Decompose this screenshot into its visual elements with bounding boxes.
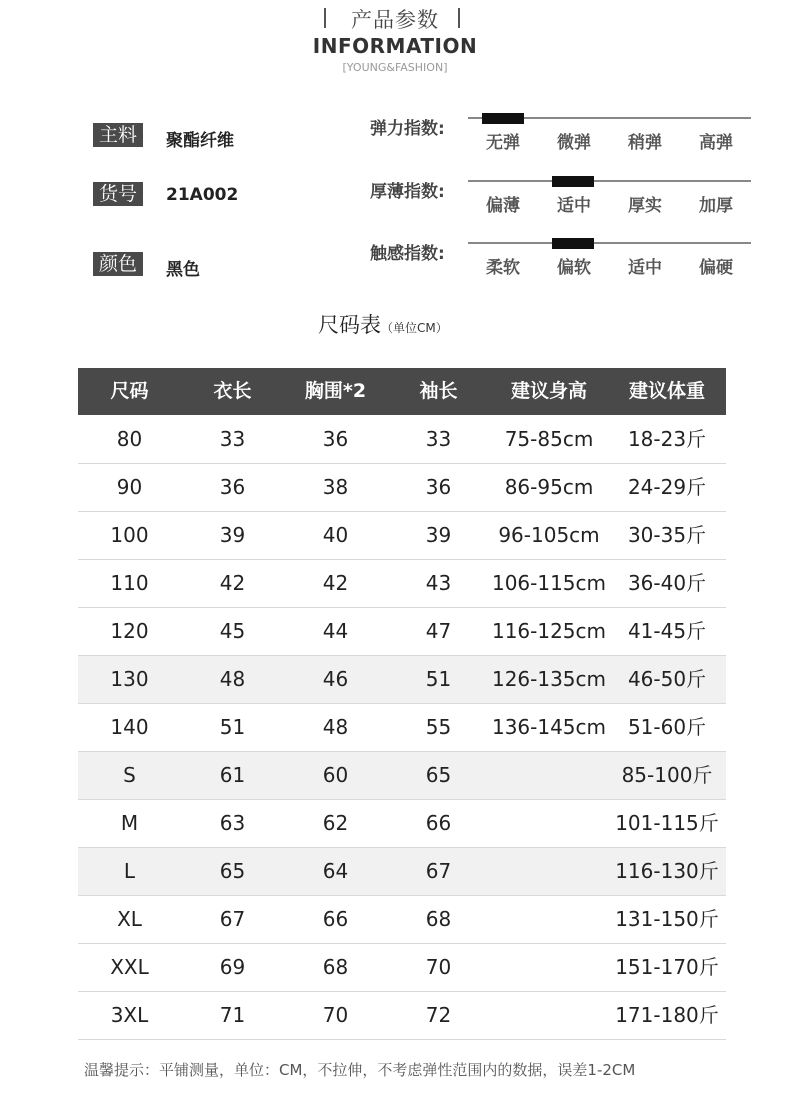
table-cell: 69 (219, 955, 246, 979)
table-cell: 96-105cm (498, 523, 600, 547)
table-cell: 33 (425, 427, 452, 451)
table-cell: 39 (219, 523, 246, 547)
table-cell: 65 (219, 859, 246, 883)
table-cell: 75-85cm (504, 427, 594, 451)
table-cell (490, 800, 608, 847)
spec-value-item-no: 21A002 (166, 185, 239, 205)
column-header: 建议体重 (628, 380, 705, 402)
column-header: 建议身高 (510, 380, 587, 402)
table-cell: 136-145cm (491, 715, 607, 739)
table-cell: 130 (110, 667, 149, 691)
table-cell: 42 (322, 571, 349, 595)
column-header: 袖长 (419, 380, 458, 402)
table-cell (490, 896, 608, 943)
table-cell: 38 (322, 475, 349, 499)
index-option: 柔软 (486, 258, 520, 278)
index-marker (552, 238, 594, 249)
table-cell: 33 (219, 427, 246, 451)
spec-label-item-no: 货号 (93, 182, 143, 206)
table-cell: 36 (425, 475, 452, 499)
table-cell: 110 (110, 571, 149, 595)
table-row (78, 656, 726, 704)
table-cell: 140 (110, 715, 149, 739)
table-row (78, 416, 726, 464)
table-cell: 36-40斤 (627, 571, 707, 595)
table-cell: 86-95cm (504, 475, 594, 499)
table-cell: 116-125cm (491, 619, 607, 643)
table-cell: 100 (110, 523, 149, 547)
table-cell: 66 (425, 811, 452, 835)
table-cell: 51-60斤 (627, 715, 707, 739)
spec-value-material: 聚酯纤维 (166, 131, 234, 151)
table-row (78, 848, 726, 896)
table-row (78, 608, 726, 656)
table-cell: 63 (219, 811, 246, 835)
table-cell: 90 (116, 475, 143, 499)
index-option: 无弹 (486, 133, 520, 153)
table-cell: 36 (322, 427, 349, 451)
table-cell: M (120, 811, 139, 835)
table-cell (490, 992, 608, 1039)
table-cell: 47 (425, 619, 452, 643)
table-cell: 41-45斤 (627, 619, 707, 643)
table-cell: 65 (425, 763, 452, 787)
index-option: 稍弹 (628, 133, 662, 153)
table-row (78, 560, 726, 608)
table-cell (490, 944, 608, 991)
table-row (78, 704, 726, 752)
table-cell: 151-170斤 (615, 955, 719, 979)
index-marker (552, 176, 594, 187)
table-cell: 44 (322, 619, 349, 643)
table-row (78, 752, 726, 800)
index-option: 适中 (557, 196, 591, 216)
table-cell: 71 (219, 1003, 246, 1027)
table-cell: 40 (322, 523, 349, 547)
table-cell: 18-23斤 (627, 427, 707, 451)
table-cell: 66 (322, 907, 349, 931)
table-cell: 106-115cm (491, 571, 607, 595)
size-table-title-text: 尺码表 (318, 313, 381, 337)
size-table-header (78, 368, 726, 415)
header-title-cn: 产品参数 (351, 8, 439, 32)
table-cell: 55 (425, 715, 452, 739)
table-cell: XL (117, 907, 142, 931)
index-option: 加厚 (699, 196, 733, 216)
index-option: 偏薄 (486, 196, 520, 216)
table-cell: 43 (425, 571, 452, 595)
table-cell: 36 (219, 475, 246, 499)
spec-label-color: 颜色 (93, 252, 143, 276)
table-row (78, 512, 726, 560)
table-cell: 116-130斤 (615, 859, 719, 883)
table-cell: 67 (219, 907, 246, 931)
column-header: 尺码 (110, 380, 149, 402)
table-cell (490, 848, 608, 895)
header-subtitle: [YOUNG&FASHION] (342, 61, 448, 74)
index-option: 微弹 (557, 133, 591, 153)
index-option: 偏软 (557, 258, 591, 278)
table-cell: 45 (219, 619, 246, 643)
table-cell: 64 (322, 859, 349, 883)
index-line (468, 242, 751, 244)
table-cell: 61 (219, 763, 246, 787)
spec-value-color: 黑色 (166, 260, 200, 280)
index-title-touch: 触感指数: (370, 244, 445, 264)
size-table-unit: （单位CM） (381, 321, 448, 335)
table-cell: 120 (110, 619, 149, 643)
table-cell: 46-50斤 (627, 667, 707, 691)
table-cell: 67 (425, 859, 452, 883)
header-title-en: INFORMATION (312, 34, 478, 58)
index-option: 厚实 (628, 196, 662, 216)
footer-note: 温馨提示：平铺测量，单位：CM，不拉伸，不考虑弹性范围内的数据，误差1-2CM (84, 1061, 636, 1079)
size-table-title (318, 309, 448, 339)
index-option: 高弹 (699, 133, 733, 153)
table-cell: 48 (322, 715, 349, 739)
table-cell: 51 (219, 715, 246, 739)
table-cell: 3XL (110, 1003, 149, 1027)
column-header: 胸围*2 (304, 380, 367, 402)
table-cell: 101-115斤 (615, 811, 719, 835)
table-cell: 80 (116, 427, 143, 451)
table-cell: 70 (322, 1003, 349, 1027)
index-title-thickness: 厚薄指数: (370, 182, 445, 202)
table-cell: 30-35斤 (627, 523, 707, 547)
table-cell: 62 (322, 811, 349, 835)
column-header: 衣长 (213, 380, 252, 402)
table-cell: 85-100斤 (621, 763, 713, 787)
spec-label-material: 主料 (93, 123, 143, 147)
table-cell: 131-150斤 (615, 907, 719, 931)
index-option: 偏硬 (699, 258, 733, 278)
index-title-elasticity: 弹力指数: (370, 119, 445, 139)
table-cell: S (123, 763, 136, 787)
table-row (78, 896, 726, 944)
table-cell: 171-180斤 (615, 1003, 719, 1027)
table-cell: 39 (425, 523, 452, 547)
table-cell: 60 (322, 763, 349, 787)
table-cell: 42 (219, 571, 246, 595)
index-marker (482, 113, 524, 124)
table-cell: 68 (322, 955, 349, 979)
table-row (78, 992, 726, 1040)
table-cell: 48 (219, 667, 246, 691)
table-cell: 46 (322, 667, 349, 691)
table-row (78, 464, 726, 512)
table-cell: 70 (425, 955, 452, 979)
table-cell: 24-29斤 (627, 475, 707, 499)
table-cell: XXL (110, 955, 149, 979)
table-cell: 51 (425, 667, 452, 691)
table-cell: 68 (425, 907, 452, 931)
table-row (78, 800, 726, 848)
index-line (468, 180, 751, 182)
index-option: 适中 (628, 258, 662, 278)
table-cell (490, 752, 608, 799)
table-cell: 126-135cm (491, 667, 607, 691)
table-row (78, 944, 726, 992)
table-cell: L (123, 859, 136, 883)
table-cell: 72 (425, 1003, 452, 1027)
